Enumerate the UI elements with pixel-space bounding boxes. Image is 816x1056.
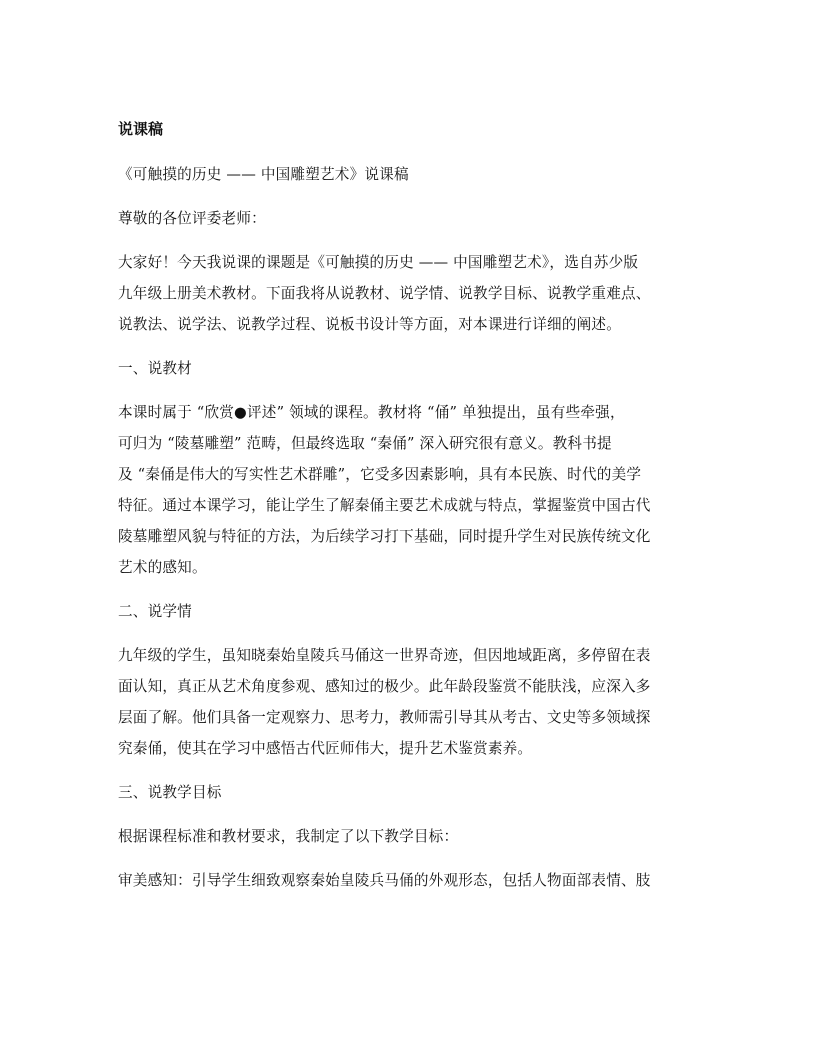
textbook-line: 及 “秦俑是伟大的写实性艺术群雕”，它受多因素影响，具有本民族、时代的美学 [118, 466, 642, 483]
textbook-line: 本课时属于 “欣赏●评述” 领域的课程。教材将 “俑” 单独提出，虽有些牵强， [118, 404, 625, 421]
objective-item-aesthetic [118, 865, 704, 896]
objectives-lead: 根据课程标准和教材要求，我制定了以下教学目标： [118, 828, 459, 845]
section-title-students: 二、说学情 [118, 603, 192, 620]
document-page [118, 112, 704, 909]
textbook-paragraph [118, 397, 704, 583]
textbook-line: 可归为 “陵墓雕塑” 范畴，但最终选取 “秦俑” 深入研究很有意义。教科书提 [118, 435, 612, 452]
intro-line: 九年级上册美术教材。下面我将从说教材、说学情、说教学目标、说教学重难点、 [118, 285, 651, 302]
lesson-title: 《可触摸的历史 —— 中国雕塑艺术》说课稿 [118, 166, 409, 183]
students-line: 九年级的学生，虽知晓秦始皇陵兵马俑这一世界奇迹，但因地域距离，多停留在表 [118, 647, 651, 664]
students-line: 层面了解。他们具备一定观察力、思考力，教师需引导其从考古、文史等多领域探 [118, 709, 651, 726]
textbook-line: 陵墓雕塑风貌与特征的方法，为后续学习打下基础，同时提升学生对民族传统文化 [118, 528, 651, 545]
greeting: 尊敬的各位评委老师： [118, 210, 266, 227]
section-title-textbook: 一、说教材 [118, 360, 192, 377]
textbook-line: 艺术的感知。 [118, 559, 207, 576]
students-paragraph [118, 640, 704, 764]
students-line: 究秦俑，使其在学习中感悟古代匠师伟大，提升艺术鉴赏素养。 [118, 740, 533, 757]
section-title-objectives: 三、说教学目标 [118, 784, 222, 801]
document-heading: 说课稿 [118, 120, 164, 138]
intro-paragraph [118, 247, 704, 340]
students-line: 面认知，真正从艺术角度参观、感知过的极少。此年龄段鉴赏不能肤浅，应深入多 [118, 678, 651, 695]
intro-line: 说教法、说学法、说教学过程、说板书设计等方面，对本课进行详细的阐述。 [118, 316, 621, 333]
intro-line: 大家好！今天我说课的课题是《可触摸的历史 —— 中国雕塑艺术》，选自苏少版 [118, 254, 639, 271]
textbook-line: 特征。通过本课学习，能让学生了解秦俑主要艺术成就与特点，掌握鉴赏中国古代 [118, 497, 651, 514]
objective-line: 审美感知：引导学生细致观察秦始皇陵兵马俑的外观形态，包括人物面部表情、肢 [118, 872, 651, 889]
